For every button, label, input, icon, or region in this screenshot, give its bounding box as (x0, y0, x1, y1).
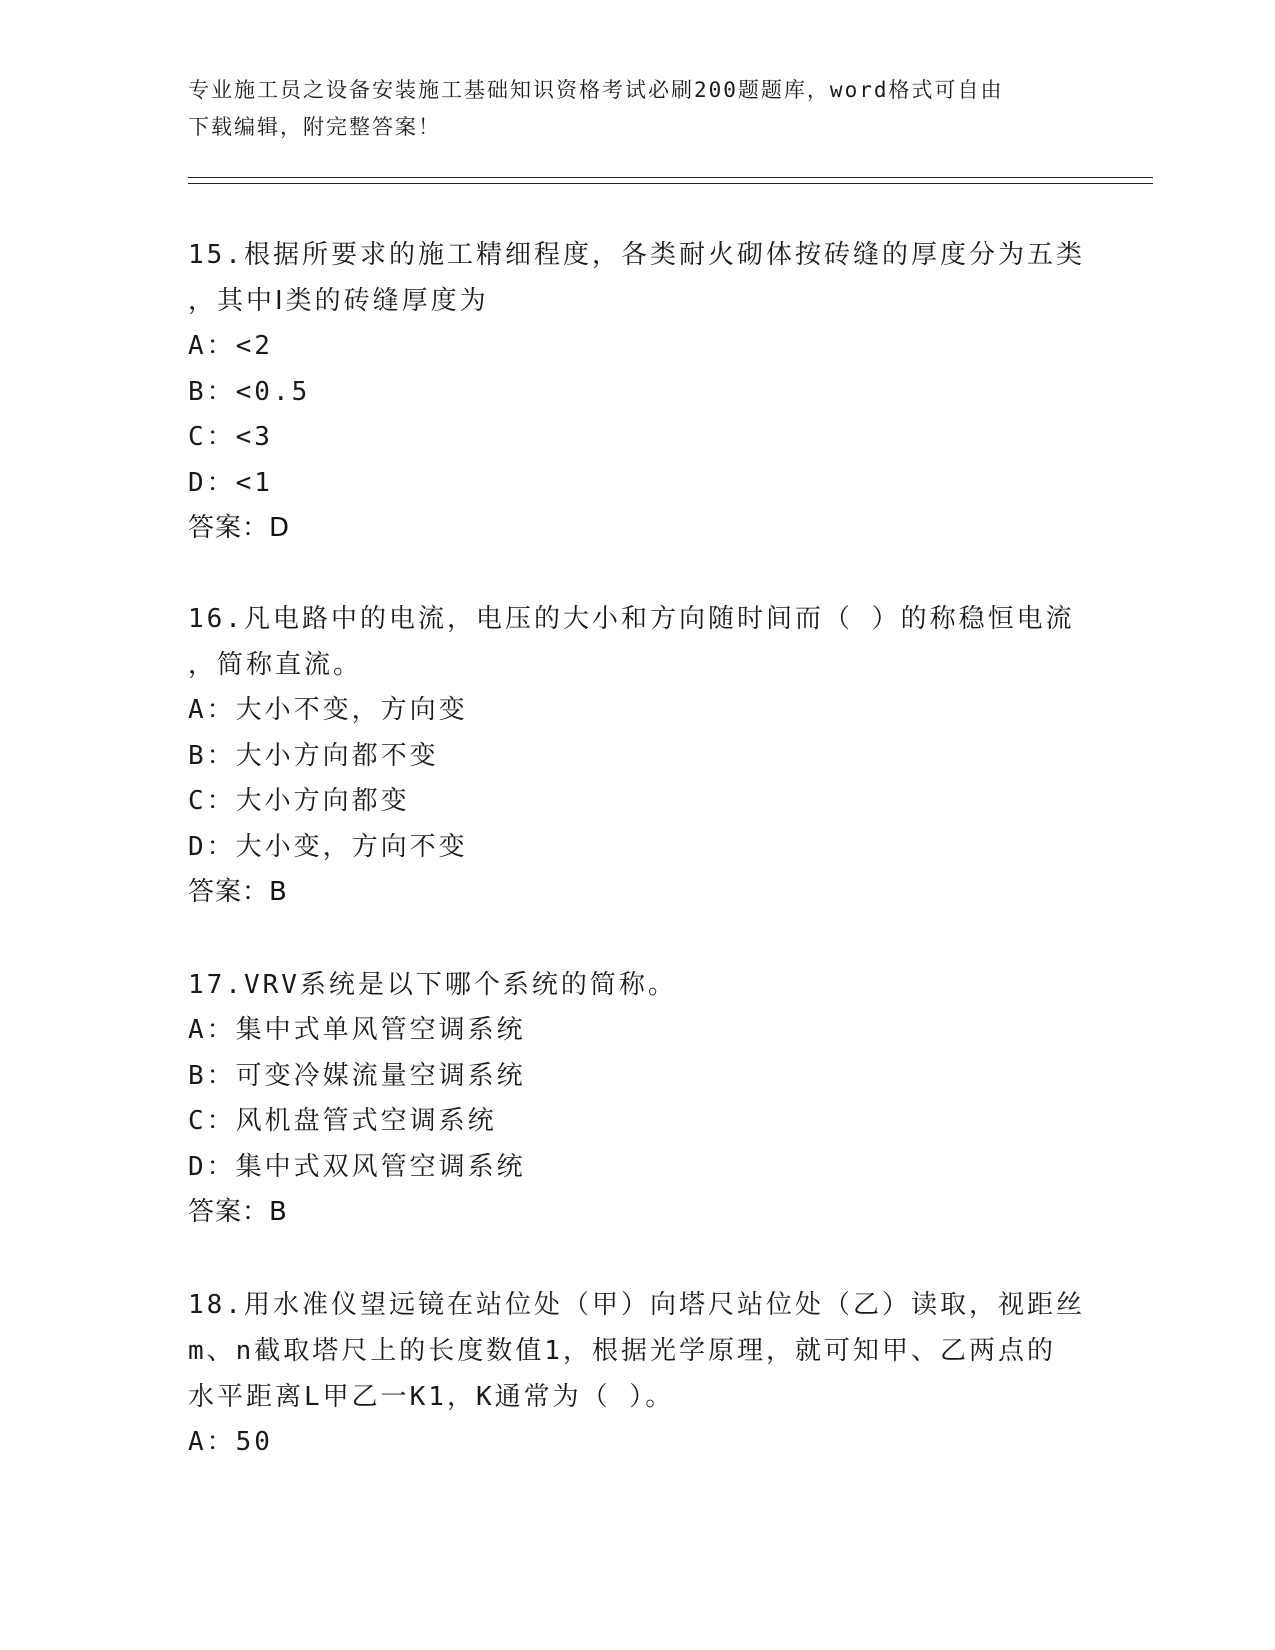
option-b: B：大小方向都不变 (188, 740, 439, 771)
option-a: A：集中式单风管空调系统 (188, 1015, 526, 1045)
header-divider-top (188, 177, 1153, 178)
header-line-1: 专业施工员之设备安装施工基础知识资格考试必刷200题题库，word格式可自由 (188, 78, 1004, 102)
question-stem-line: 17.VRV系统是以下哪个系统的简称。 (188, 970, 677, 1000)
option-a: A：50 (188, 1427, 273, 1457)
header-divider-bottom (188, 183, 1153, 184)
option-a: A：大小不变，方向变 (188, 695, 468, 725)
option-d: D：集中式双风管空调系统 (188, 1151, 526, 1182)
option-b: B：可变冷媒流量空调系统 (188, 1060, 526, 1091)
option-c: C：大小方向都变 (188, 786, 410, 816)
question-stem-line: 水平距离L甲乙一K1，K通常为（ ）。 (188, 1382, 675, 1412)
question-stem-line: 15.根据所要求的施工精细程度，各类耐火砌体按砖缝的厚度分为五类 (188, 240, 1085, 270)
question-stem-line: m、n截取塔尺上的长度数值1，根据光学原理，就可知甲、乙两点的 (188, 1336, 1056, 1366)
question-15 (188, 232, 1088, 551)
answer-line: 答案：B (188, 1197, 288, 1227)
answer-line: 答案：B (188, 877, 288, 907)
option-a: A：<2 (188, 331, 273, 361)
question-stem-line: ，其中Ⅰ类的砖缝厚度为 (188, 286, 489, 316)
question-stem-line: 18.用水准仪望远镜在站位处（甲）向塔尺站位处（乙）读取，视距丝 (188, 1290, 1085, 1320)
option-c: C：<3 (188, 422, 273, 452)
question-stem-line: 16.凡电路中的电流，电压的大小和方向随时间而（ ）的称稳恒电流 (188, 604, 1075, 634)
document-header (188, 72, 1088, 146)
option-c: C：风机盘管式空调系统 (188, 1106, 497, 1136)
question-16 (188, 596, 1088, 915)
question-stem-line: ，简称直流。 (188, 650, 363, 680)
option-d: D：大小变，方向不变 (188, 831, 468, 862)
question-18 (188, 1282, 1088, 1466)
answer-line: 答案：D (188, 513, 291, 543)
question-17 (188, 962, 1088, 1235)
option-b: B：<0.5 (188, 376, 311, 407)
option-d: D：<1 (188, 467, 273, 498)
header-line-2: 下载编辑，附完整答案！ (188, 115, 441, 139)
